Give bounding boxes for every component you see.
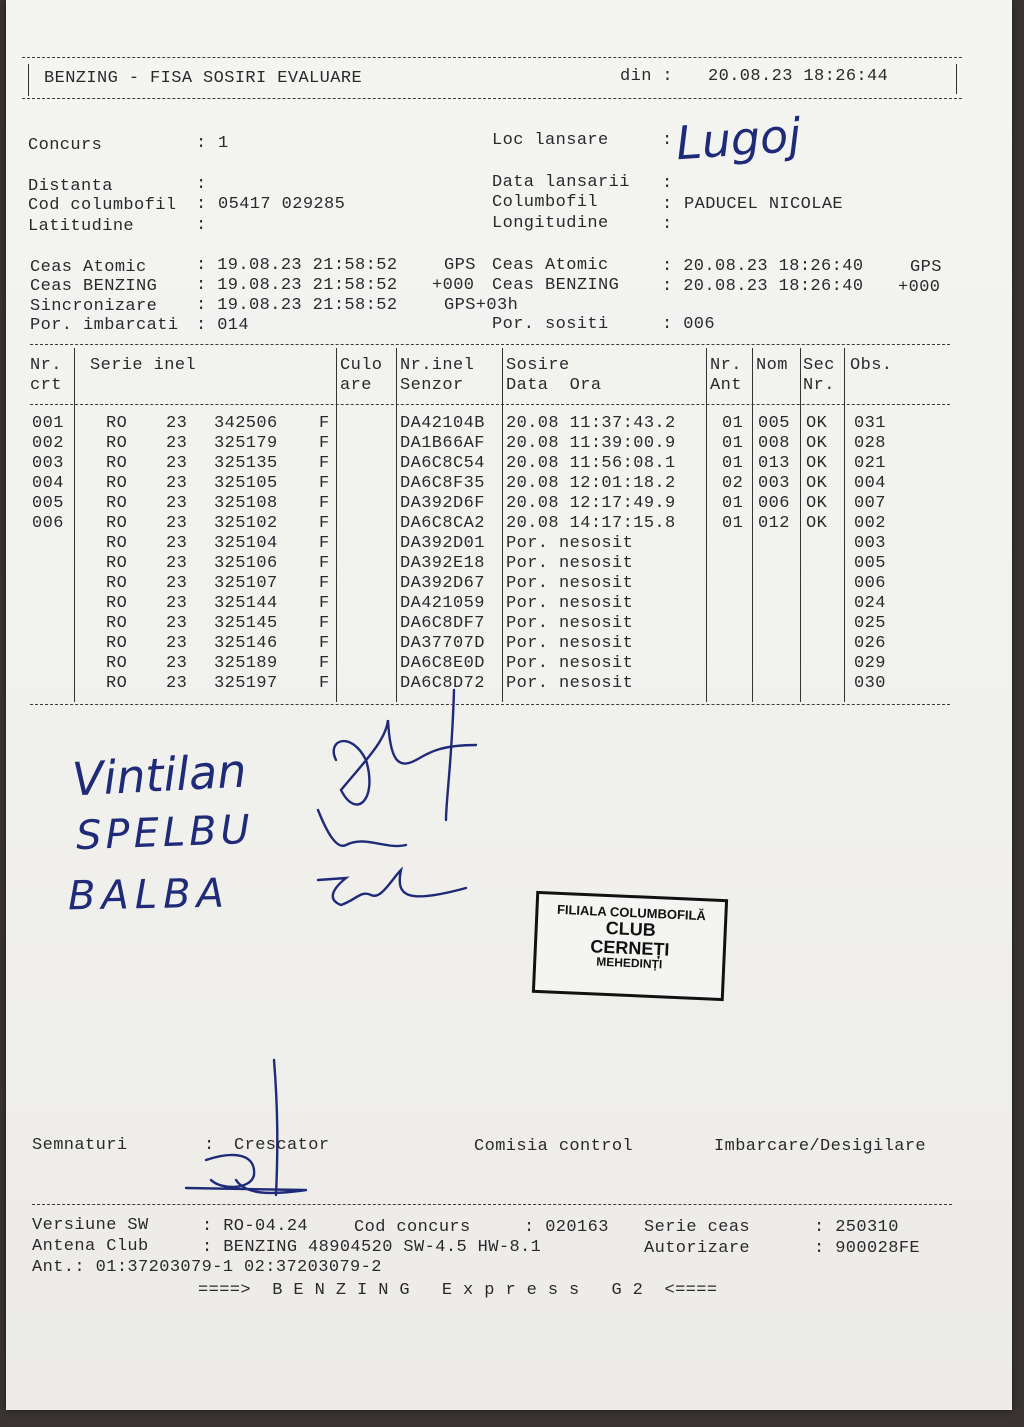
- handwritten-name: SPELBU: [75, 806, 255, 860]
- cod-columbofil-value: 05417 029285: [218, 195, 346, 214]
- cell-sex: F: [319, 454, 330, 473]
- cell-obs: 002: [854, 514, 886, 533]
- cell-arrival: Por. nesosit: [506, 534, 634, 553]
- concurs-label: Concurs: [28, 136, 103, 155]
- cell-nom: 003: [758, 474, 790, 493]
- ceas-atomic-end-value: : 20.08.23 18:26:40: [662, 257, 864, 276]
- cell-sex: F: [319, 614, 330, 633]
- cod-concurs-value: : 020163: [524, 1218, 609, 1237]
- brand-banner: ====> B E N Z I N G E x p r e s s G 2 <====: [198, 1281, 718, 1300]
- cell-nom: 008: [758, 434, 790, 453]
- cell-sex: F: [319, 414, 330, 433]
- distanta-sep: :: [196, 175, 207, 194]
- cell-sec: OK: [806, 434, 828, 453]
- autorizare-label: Autorizare: [644, 1239, 751, 1258]
- cell-sensor: DA42104B: [400, 414, 485, 433]
- cell-country: RO: [106, 634, 128, 653]
- stamp-line: CERNEȚI: [590, 935, 670, 960]
- cell-sex: F: [319, 594, 330, 613]
- ceas-benzing-start-value: : 19.08.23 21:58:52: [196, 276, 398, 295]
- cell-sex: F: [319, 634, 330, 653]
- cell-year: 23: [166, 554, 188, 573]
- concurs-sep: :: [196, 134, 207, 153]
- cell-obs: 025: [854, 614, 886, 633]
- cod-concurs-label: Cod concurs: [354, 1218, 471, 1237]
- cell-crt: 002: [32, 434, 64, 453]
- cell-arrival: Por. nesosit: [506, 594, 634, 613]
- cell-obs: 030: [854, 674, 886, 693]
- cell-crt: 001: [32, 414, 64, 433]
- cell-year: 23: [166, 654, 188, 673]
- cell-ant: 01: [722, 434, 744, 453]
- cell-arrival: Por. nesosit: [506, 574, 634, 593]
- cell-sex: F: [319, 514, 330, 533]
- cell-nom: 013: [758, 454, 790, 473]
- col-header-data-ora: Data Ora: [506, 376, 602, 395]
- col-header-nr-ant-bottom: Ant: [710, 376, 742, 395]
- sincronizare-label: Sincronizare: [30, 297, 158, 316]
- cell-ant: 01: [722, 514, 744, 533]
- ceas-atomic-start-suffix: GPS: [444, 256, 476, 275]
- por-imbarcati-label: Por. imbarcati: [30, 316, 179, 335]
- cell-arrival: Por. nesosit: [506, 674, 634, 693]
- cell-ring: 325102: [214, 514, 278, 533]
- cell-country: RO: [106, 494, 128, 513]
- cell-country: RO: [106, 614, 128, 633]
- cell-ant: 01: [722, 494, 744, 513]
- col-header-culoare-top: Culo: [340, 356, 383, 375]
- cell-obs: 021: [854, 454, 886, 473]
- columbofil-label: Columbofil: [492, 193, 599, 212]
- latitudine-label: Latitudine: [28, 217, 135, 236]
- cell-sex: F: [319, 474, 330, 493]
- cell-country: RO: [106, 554, 128, 573]
- cell-crt: 006: [32, 514, 64, 533]
- cell-sec: OK: [806, 474, 828, 493]
- report-date-label: din :: [620, 67, 674, 86]
- ceas-benzing-end-value: : 20.08.23 18:26:40: [662, 277, 864, 296]
- cell-ant: 01: [722, 414, 744, 433]
- cell-obs: 028: [854, 434, 886, 453]
- stamp-line: CLUB: [605, 917, 657, 940]
- data-lansarii-label: Data lansarii: [492, 173, 630, 192]
- sincronizare-value: : 19.08.23 21:58:52: [196, 296, 398, 315]
- cell-sensor: DA6C8DF7: [400, 614, 485, 633]
- cell-year: 23: [166, 514, 188, 533]
- col-header-sec-bottom: Nr.: [803, 376, 835, 395]
- cell-sec: OK: [806, 514, 828, 533]
- columbofil-sep: :: [662, 195, 673, 214]
- cell-year: 23: [166, 474, 188, 493]
- col-header-serie-inel: Serie inel: [90, 356, 197, 375]
- cell-sensor: DA37707D: [400, 634, 485, 653]
- cell-nom: 006: [758, 494, 790, 513]
- cell-sex: F: [319, 494, 330, 513]
- imbarcare-desigilare-label: Imbarcare/Desigilare: [714, 1137, 927, 1156]
- report-date-value: 20.08.23 18:26:44: [708, 67, 889, 86]
- cell-sex: F: [319, 654, 330, 673]
- cell-ring: 342506: [214, 414, 278, 433]
- cell-ring: 325197: [214, 674, 278, 693]
- comisia-control-label: Comisia control: [474, 1137, 634, 1156]
- loc-lansare-label: Loc lansare: [492, 131, 609, 150]
- cell-arrival: 20.08 14:17:15.8: [506, 514, 676, 533]
- cell-obs: 031: [854, 414, 886, 433]
- cell-ring: 325104: [214, 534, 278, 553]
- cell-year: 23: [166, 494, 188, 513]
- ceas-atomic-start-label: Ceas Atomic: [30, 258, 147, 277]
- por-sositi-label: Por. sositi: [492, 315, 609, 334]
- cell-ring: 325105: [214, 474, 278, 493]
- col-header-senzor: Senzor: [400, 376, 464, 395]
- cell-crt: 004: [32, 474, 64, 493]
- cell-sensor: DA392E18: [400, 554, 485, 573]
- data-lansarii-sep: :: [662, 174, 673, 193]
- cell-sec: OK: [806, 414, 828, 433]
- cell-sensor: DA392D67: [400, 574, 485, 593]
- cell-ring: 325179: [214, 434, 278, 453]
- cell-obs: 005: [854, 554, 886, 573]
- cell-country: RO: [106, 474, 128, 493]
- cell-arrival: 20.08 12:17:49.9: [506, 494, 676, 513]
- columbofil-value: PADUCEL NICOLAE: [684, 195, 844, 214]
- handwritten-name: BALBA: [67, 870, 231, 920]
- report-title: BENZING - FISA SOSIRI EVALUARE: [44, 69, 363, 88]
- cell-arrival: 20.08 11:56:08.1: [506, 454, 676, 473]
- cell-sensor: DA6C8F35: [400, 474, 485, 493]
- cell-sensor: DA6C8E0D: [400, 654, 485, 673]
- cell-ring: 325146: [214, 634, 278, 653]
- handwritten-name: Vintilan: [70, 743, 248, 807]
- cell-sensor: DA6C8D72: [400, 674, 485, 693]
- cod-columbofil-label: Cod columbofil: [28, 196, 177, 215]
- cell-obs: 024: [854, 594, 886, 613]
- cell-arrival: Por. nesosit: [506, 634, 634, 653]
- cell-country: RO: [106, 574, 128, 593]
- cell-arrival: 20.08 11:39:00.9: [506, 434, 676, 453]
- ceas-benzing-end-label: Ceas BENZING: [492, 276, 620, 295]
- cell-sensor: DA421059: [400, 594, 485, 613]
- cell-year: 23: [166, 534, 188, 553]
- cell-arrival: Por. nesosit: [506, 654, 634, 673]
- cell-country: RO: [106, 654, 128, 673]
- longitudine-label: Longitudine: [492, 214, 609, 233]
- cell-country: RO: [106, 594, 128, 613]
- col-header-nr-ant-top: Nr.: [710, 356, 742, 375]
- cell-sensor: DA1B66AF: [400, 434, 485, 453]
- cell-ring: 325189: [214, 654, 278, 673]
- cell-year: 23: [166, 574, 188, 593]
- cell-arrival: Por. nesosit: [506, 554, 634, 573]
- latitudine-sep: :: [196, 216, 207, 235]
- cell-sex: F: [319, 574, 330, 593]
- cell-arrival: 20.08 11:37:43.2: [506, 414, 676, 433]
- cell-sensor: DA6C8C54: [400, 454, 485, 473]
- cell-sex: F: [319, 434, 330, 453]
- cell-sensor: DA6C8CA2: [400, 514, 485, 533]
- cell-obs: 004: [854, 474, 886, 493]
- cell-year: 23: [166, 414, 188, 433]
- cell-sec: OK: [806, 494, 828, 513]
- col-header-crt: crt: [30, 376, 62, 395]
- serie-ceas-label: Serie ceas: [644, 1218, 751, 1237]
- ceas-benzing-start-label: Ceas BENZING: [30, 277, 158, 296]
- col-header-nr: Nr.: [30, 356, 62, 375]
- loc-lansare-sep: :: [662, 131, 673, 150]
- cell-ring: 325145: [214, 614, 278, 633]
- cell-country: RO: [106, 454, 128, 473]
- antena-club-label: Antena Club: [32, 1237, 149, 1256]
- cell-arrival: 20.08 12:01:18.2: [506, 474, 676, 493]
- cell-crt: 005: [32, 494, 64, 513]
- cell-obs: 003: [854, 534, 886, 553]
- sincronizare-suffix: GPS+03h: [444, 296, 519, 315]
- cell-year: 23: [166, 434, 188, 453]
- cell-ring: 325144: [214, 594, 278, 613]
- handwritten-location: Lugoj: [674, 107, 803, 171]
- signature-scribbles: [6, 0, 1012, 1410]
- semnaturi-sep: :: [204, 1136, 215, 1155]
- cell-country: RO: [106, 674, 128, 693]
- col-header-obs: Obs.: [850, 356, 893, 375]
- por-sositi-value: : 006: [662, 315, 716, 334]
- ceas-benzing-end-suffix: +000: [898, 278, 941, 297]
- versiune-sw-label: Versiune SW: [32, 1216, 149, 1235]
- antenna-ids: Ant.: 01:37203079-1 02:37203079-2: [32, 1258, 382, 1277]
- cell-year: 23: [166, 614, 188, 633]
- cell-obs: 026: [854, 634, 886, 653]
- cell-sex: F: [319, 674, 330, 693]
- col-header-nom: Nom: [756, 356, 788, 375]
- footer-rule: [32, 1204, 952, 1205]
- col-header-nr-inel: Nr.inel: [400, 356, 475, 375]
- cell-obs: 006: [854, 574, 886, 593]
- por-imbarcati-value: : 014: [196, 316, 250, 335]
- cell-ring: 325108: [214, 494, 278, 513]
- cell-sensor: DA392D01: [400, 534, 485, 553]
- col-header-culoare-bottom: are: [340, 376, 372, 395]
- cell-arrival: Por. nesosit: [506, 614, 634, 633]
- printout-sheet: [6, 0, 1012, 1410]
- stamp-line: MEHEDINȚI: [595, 954, 663, 972]
- cell-obs: 029: [854, 654, 886, 673]
- cell-sec: OK: [806, 454, 828, 473]
- cell-country: RO: [106, 514, 128, 533]
- cell-country: RO: [106, 434, 128, 453]
- cell-ant: 02: [722, 474, 744, 493]
- cell-obs: 007: [854, 494, 886, 513]
- cell-ring: 325106: [214, 554, 278, 573]
- cell-country: RO: [106, 414, 128, 433]
- cell-country: RO: [106, 534, 128, 553]
- club-stamp: [532, 891, 728, 1001]
- cell-sensor: DA392D6F: [400, 494, 485, 513]
- stamp-line: FILIALA COLUMBOFILĂ: [556, 901, 707, 924]
- autorizare-value: : 900028FE: [814, 1239, 921, 1258]
- ceas-atomic-end-suffix: GPS: [910, 258, 942, 277]
- ceas-atomic-start-value: : 19.08.23 21:58:52: [196, 256, 398, 275]
- col-header-sosire: Sosire: [506, 356, 570, 375]
- cell-sex: F: [319, 554, 330, 573]
- serie-ceas-value: : 250310: [814, 1218, 899, 1237]
- cell-year: 23: [166, 634, 188, 653]
- ceas-benzing-start-suffix: +000: [432, 276, 475, 295]
- antena-club-value: : BENZING 48904520 SW-4.5 HW-8.1: [202, 1238, 542, 1257]
- cell-sex: F: [319, 534, 330, 553]
- ceas-atomic-end-label: Ceas Atomic: [492, 256, 609, 275]
- crescator-label: Crescator: [234, 1136, 330, 1155]
- semnaturi-label: Semnaturi: [32, 1136, 128, 1155]
- cell-nom: 012: [758, 514, 790, 533]
- distanta-label: Distanta: [28, 177, 113, 196]
- cell-ant: 01: [722, 454, 744, 473]
- versiune-sw-value: : RO-04.24: [202, 1217, 309, 1236]
- cell-nom: 005: [758, 414, 790, 433]
- longitudine-sep: :: [662, 215, 673, 234]
- col-header-sec-top: Sec: [803, 356, 835, 375]
- cell-year: 23: [166, 594, 188, 613]
- cell-ring: 325107: [214, 574, 278, 593]
- cell-year: 23: [166, 674, 188, 693]
- cell-ring: 325135: [214, 454, 278, 473]
- cod-columbofil-sep: :: [196, 195, 207, 214]
- cell-crt: 003: [32, 454, 64, 473]
- concurs-value: 1: [218, 134, 229, 153]
- cell-year: 23: [166, 454, 188, 473]
